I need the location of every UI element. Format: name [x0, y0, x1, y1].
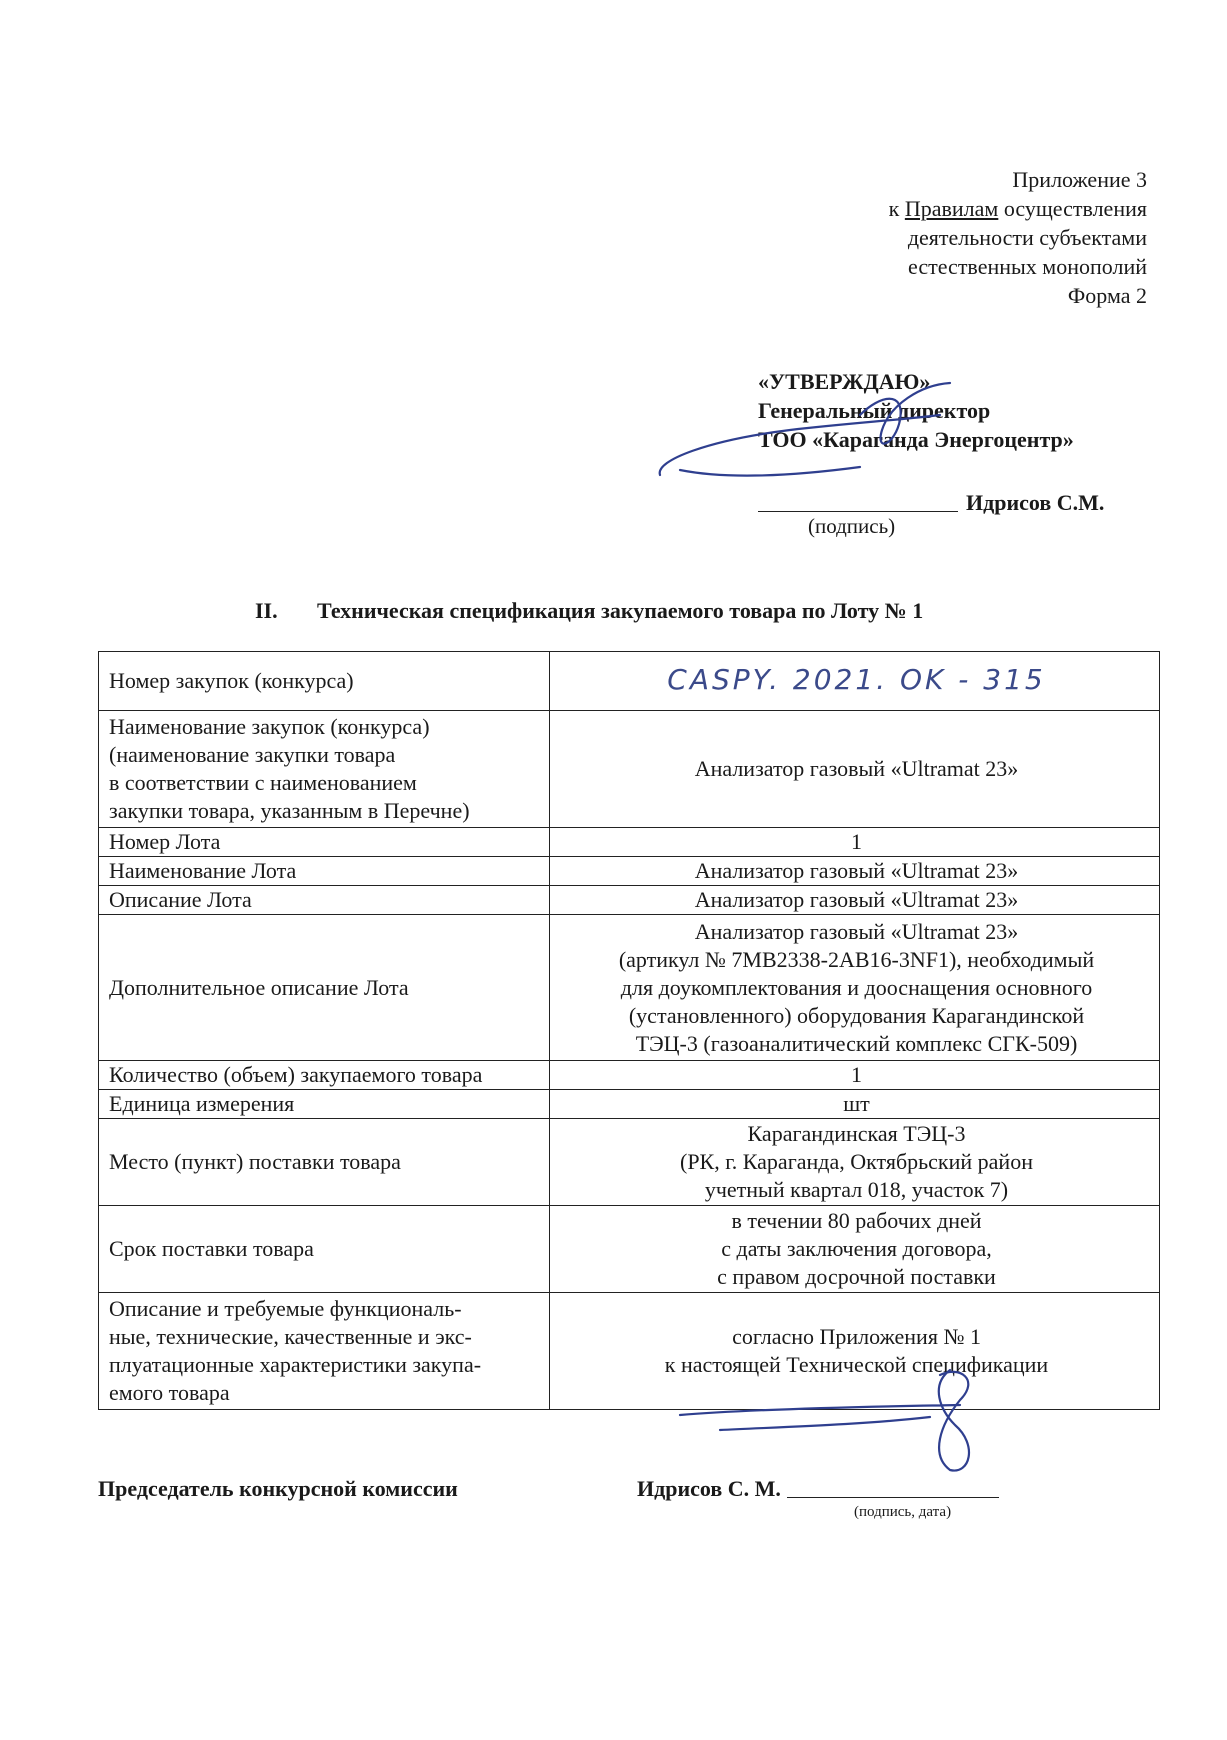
row-label: Описание и требуемые функциональ- ные, технические, качественные и экс- плуатационные характеристики закупа- емого товара: [99, 1293, 550, 1410]
row-value: Карагандинская ТЭЦ-3 (РК, г. Караганда, Октябрьский район учетный квартал 018, участок 7): [550, 1119, 1160, 1206]
chair-name: Идрисов С. М.: [637, 1476, 781, 1501]
table-row: [99, 915, 1160, 1061]
appendix-number: Приложение 3: [1012, 167, 1147, 192]
signature-caption: (подпись): [808, 514, 896, 538]
approval-block: [758, 367, 1074, 454]
row-value: 1: [550, 1061, 1160, 1090]
approval-position: Генеральный директор: [758, 398, 991, 423]
approval-organization: ТОО «Караганда Энергоцентр»: [758, 427, 1074, 452]
chair-signature-caption: (подпись, дата): [854, 1504, 952, 1520]
row-label: Место (пункт) поставки товара: [99, 1119, 550, 1206]
row-value: шт: [550, 1090, 1160, 1119]
row-value: Анализатор газовый «Ultramat 23»: [550, 857, 1160, 886]
approval-signer: Идрисов С.М.: [966, 490, 1105, 515]
row-label: Описание Лота: [99, 886, 550, 915]
chair-signature-line: [637, 1476, 999, 1502]
table-row: [99, 1090, 1160, 1119]
appendix-rules-line: к Правилам осуществления: [888, 196, 1147, 221]
table-row: [99, 828, 1160, 857]
row-label: Наименование Лота: [99, 857, 550, 886]
section-number: II.: [255, 598, 278, 623]
row-value: согласно Приложения № 1 к настоящей Технической спецификации: [550, 1293, 1160, 1410]
approval-heading: «УТВЕРЖДАЮ»: [758, 369, 931, 394]
specification-table: [98, 651, 1160, 1410]
section-heading: Техническая спецификация закупаемого товара по Лоту № 1: [317, 598, 924, 623]
signature-blank: [758, 511, 958, 512]
table-row: [99, 1206, 1160, 1293]
table-row: [99, 857, 1160, 886]
row-value: Анализатор газовый «Ultramat 23» (артикул № 7MB2338-2AB16-3NF1), необходимый для доукомплектования и дооснащения основного (установленного) оборудования Карагандинской ТЭЦ-3 (газоаналитический комплекс СГК-509): [550, 915, 1160, 1061]
row-label: Количество (объем) закупаемого товара: [99, 1061, 550, 1090]
table-row: [99, 1119, 1160, 1206]
row-value: [550, 652, 1160, 711]
row-label: Наименование закупок (конкурса) (наименование закупки товара в соответствии с наименованием закупки товара, указанным в Перечне): [99, 711, 550, 828]
row-label: Номер закупок (конкурса): [99, 652, 550, 711]
rules-link[interactable]: Правилам: [904, 196, 999, 221]
commission-chair-title: Председатель конкурсной комиссии: [98, 1476, 458, 1501]
appendix-line-4: естественных монополий: [908, 254, 1147, 279]
chair-signature-blank: [787, 1497, 999, 1498]
table-row: [99, 1061, 1160, 1090]
appendix-line-3: деятельности субъектами: [907, 225, 1147, 250]
table-row: [99, 652, 1160, 711]
table-row: [99, 711, 1160, 828]
table-row: [99, 886, 1160, 915]
row-value: в течении 80 рабочих дней с даты заключения договора, с правом досрочной поставки: [550, 1206, 1160, 1293]
section-title: [255, 598, 923, 624]
approval-signature-line: [758, 490, 1104, 516]
row-value: Анализатор газовый «Ultramat 23»: [550, 886, 1160, 915]
row-value: 1: [550, 828, 1160, 857]
table-row: [99, 1293, 1160, 1410]
appendix-header: [889, 165, 1147, 310]
row-label: Единица измерения: [99, 1090, 550, 1119]
row-label: Дополнительное описание Лота: [99, 915, 550, 1061]
row-label: Номер Лота: [99, 828, 550, 857]
form-number: Форма 2: [1067, 283, 1147, 308]
row-value: Анализатор газовый «Ultramat 23»: [550, 711, 1160, 828]
procurement-number-handwritten: CASPY. 2021. OK - 315: [667, 663, 1046, 696]
row-label: Срок поставки товара: [99, 1206, 550, 1293]
